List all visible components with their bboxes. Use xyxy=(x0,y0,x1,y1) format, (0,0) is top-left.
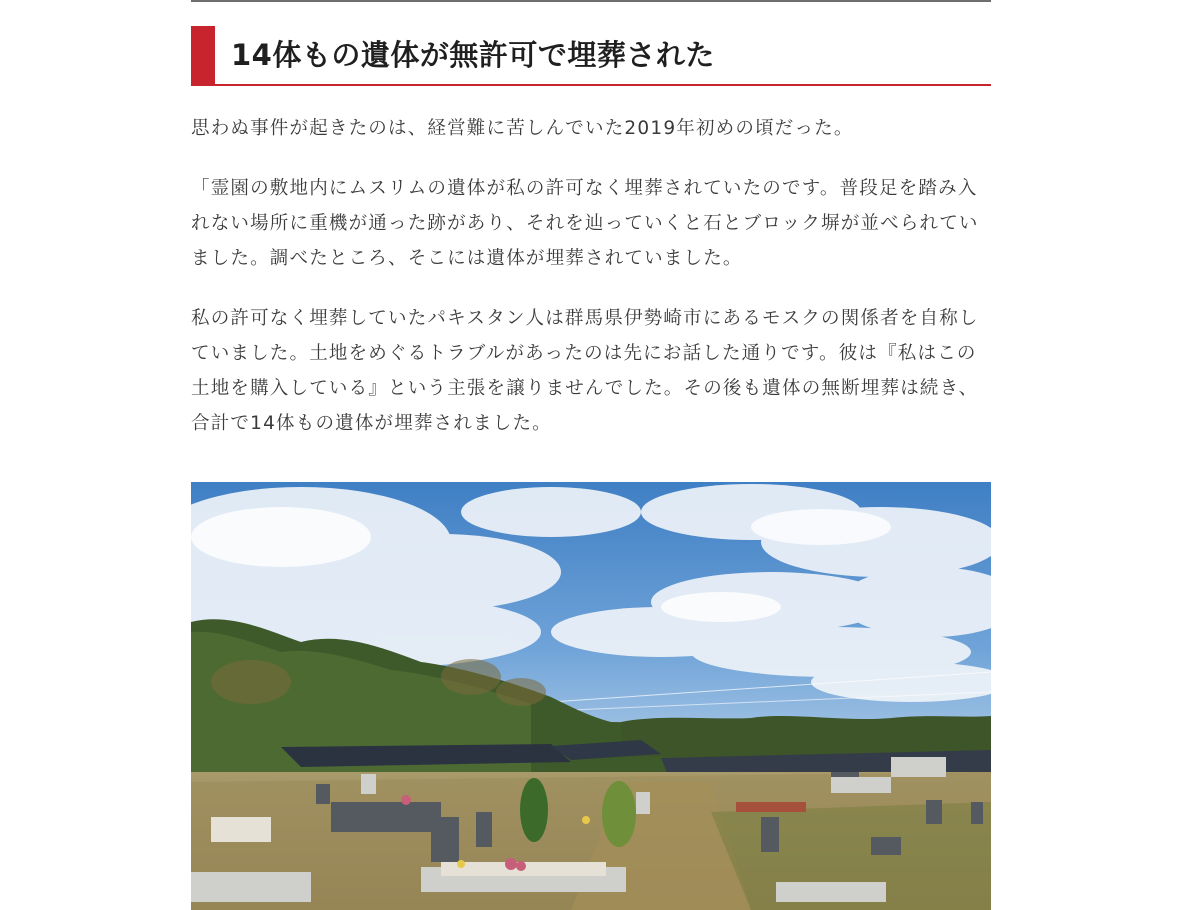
top-divider xyxy=(191,0,991,2)
heading-accent-bar xyxy=(191,26,215,84)
article-paragraph-1: 思わぬ事件が起きたのは、経営難に苦しんでいた2019年初めの頃だった。 xyxy=(191,118,854,139)
section-heading xyxy=(191,26,991,86)
article-paragraph-2: 「霊園の敷地内にムスリムの遺体が私の許可なく埋葬されていたのです。普段足を踏み入れない場所に重機が通った跡があり、それを辿っていくと石とブロック塀が並べられていました。調べたところ、そこには遺体が埋葬されていました。 xyxy=(191,178,979,269)
article-paragraph-3: 私の許可なく埋葬していたパキスタン人は群馬県伊勢崎市にあるモスクの関係者を自称していました。土地をめぐるトラブルがあったのは先にお話した通りです。彼は『私はこの土地を購入している』という主張を譲りませんでした。その後も遺体の無断埋葬は続き、合計で14体もの遺体が埋葬されました。 xyxy=(191,308,979,434)
cemetery-photo xyxy=(191,482,991,910)
section-title: 14体もの遺体が無許可で埋葬された xyxy=(231,38,715,72)
